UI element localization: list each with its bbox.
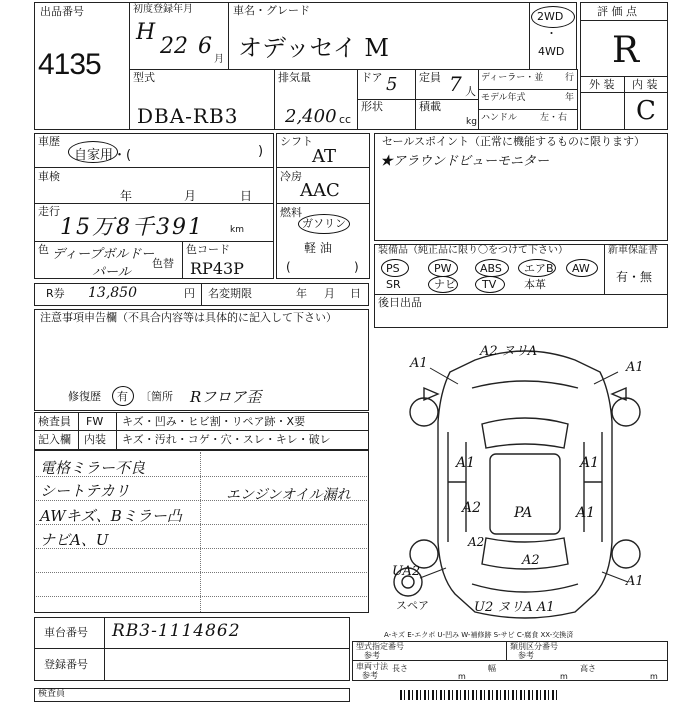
displacement-label: 排気量	[278, 71, 311, 84]
interior-items: キズ・汚れ・コゲ・穴・スレ・キレ・破レ	[122, 433, 331, 446]
fuel-paren-close: )	[354, 260, 359, 274]
equip-ps: PS	[386, 262, 400, 275]
size-height: 高さ	[580, 664, 596, 673]
spare-label: スペア	[396, 599, 429, 612]
doors-label: ドア	[361, 71, 383, 84]
equip-aw: AW	[572, 262, 590, 275]
repair-place-label: 〔箇所	[140, 390, 173, 403]
model-name-value: オデッセイ M	[238, 34, 390, 62]
equipment-label: 装備品（純正品に限り〇をつけて下さい）	[378, 245, 568, 256]
repair-place: Rフロア歪	[190, 388, 262, 406]
recycle-amount: 13,850	[88, 285, 137, 301]
size-height-m: m	[650, 672, 658, 681]
equipment-divider	[604, 244, 605, 295]
deadline-month: 月	[324, 287, 335, 300]
dealer-label: ディーラー・並	[481, 73, 544, 83]
first-reg-label: 初度登録年月	[133, 4, 193, 15]
equip-navi: ナビ	[434, 278, 456, 291]
model-year-label: モデル年式	[481, 93, 526, 103]
color-value-2: パール	[92, 265, 131, 280]
inspector-label: 検査員	[38, 415, 71, 428]
circle-navi	[428, 276, 458, 293]
fuel-diesel: 軽 油	[304, 241, 332, 255]
size-width-m: m	[560, 672, 568, 681]
lot-number: 4135	[38, 48, 101, 81]
fuel-label: 燃料	[280, 206, 302, 219]
shift-divider-1	[276, 167, 370, 168]
mark-spare: UA2	[392, 564, 421, 579]
fuel-paren-open: (	[286, 260, 291, 274]
color-divider	[182, 241, 183, 279]
model-name-label: 車名・グレード	[233, 4, 310, 17]
mark-roof-rear: A2	[522, 553, 540, 568]
history-label: 車歴	[38, 135, 60, 148]
fw-items: キズ・凹み・ヒビ割・リペア跡・X要	[122, 415, 306, 428]
shape-label: 形状	[361, 100, 383, 113]
circle-airbag	[518, 259, 556, 277]
equip-tv: TV	[482, 278, 497, 291]
ac-value: AAC	[300, 180, 340, 201]
recycle-label: R券	[46, 287, 65, 300]
equip-sr: SR	[386, 278, 401, 291]
drive-4wd: 4WD	[538, 45, 565, 58]
inspection-label: 車検	[38, 170, 60, 183]
model-code-value: DBA-RB3	[137, 104, 239, 128]
bottom-label: 検査員	[38, 689, 66, 699]
mark-left-door: A1	[456, 455, 476, 471]
color-value-1: ディープボルドー	[52, 247, 155, 262]
first-reg-year: 22	[160, 34, 188, 59]
warranty-value: 有・無	[616, 270, 653, 284]
color-change-label: 色替	[152, 257, 174, 270]
size-sub: 参考	[362, 671, 378, 680]
inspect-vdiv-1	[78, 412, 79, 450]
load-label: 積載	[419, 100, 441, 113]
rear-listing-label: 後日出品	[378, 296, 422, 309]
rating-label: 評 価 点	[597, 5, 637, 18]
mark-right-rear: A1	[576, 505, 596, 521]
circle-tv	[475, 276, 505, 293]
color-code-label: 色コード	[186, 243, 230, 256]
engine-note: エンジンオイル漏れ	[226, 487, 351, 503]
fw-label: FW	[86, 415, 104, 428]
damage-legend: A-キズ E-エクボ U-凹み W-補修跡 S-サビ C-腐食 XX-交換済	[384, 631, 574, 639]
deadline-day: 日	[350, 287, 361, 300]
history-value: 自家用・(	[74, 148, 132, 163]
doors-value: 5	[386, 74, 398, 95]
designation-vdiv	[506, 641, 507, 660]
mileage-unit: km	[230, 225, 244, 235]
color-label: 色	[38, 243, 49, 256]
mark-right-door: A1	[580, 455, 600, 471]
inspect-mid	[34, 430, 369, 431]
circle-aw	[566, 259, 598, 277]
chassis-value: RB3-1114862	[112, 621, 241, 641]
inspect-vdiv-2	[116, 412, 117, 450]
exterior-label: 外 装	[589, 78, 615, 91]
history-row-1	[34, 167, 274, 168]
mark-front-left: A1	[410, 356, 428, 371]
history-row-3	[34, 241, 274, 242]
note-line-text-2: シートテカリ	[40, 482, 130, 500]
capacity-value: 7	[449, 72, 462, 96]
rating-divider	[580, 20, 668, 21]
equip-abs: ABS	[480, 262, 502, 275]
class-sub: 参考	[518, 651, 534, 660]
first-reg-month-unit: 月	[214, 54, 224, 65]
inspection-day: 日	[240, 189, 253, 203]
mark-front-bumper: A2 ヌリA	[480, 344, 538, 359]
warranty-label: 新車保証書	[608, 245, 658, 256]
rating-value: R	[612, 30, 640, 71]
shift-label: シフト	[280, 135, 313, 148]
drive-dot: ・	[546, 27, 557, 40]
size-length: 長さ	[392, 664, 408, 673]
circle-abs	[475, 259, 509, 277]
size-length-m: m	[458, 672, 466, 681]
first-reg-month: 6	[198, 34, 212, 59]
equip-airbag: エアB	[524, 262, 554, 275]
shift-divider-2	[276, 203, 370, 204]
history-row-2	[34, 203, 274, 204]
dealer-divider-1	[478, 89, 578, 90]
color-code-value: RP43P	[190, 259, 244, 278]
repair-label: 修復歴	[68, 390, 101, 403]
repair-value: 有	[117, 390, 128, 403]
drive-2wd: 2WD	[537, 10, 564, 23]
history-close: )	[258, 144, 264, 159]
mark-left-rear: A2	[462, 500, 482, 516]
fuel-gas: ガソリン	[302, 217, 346, 230]
interior-row-label: 内装	[84, 433, 106, 446]
inspection-year: 年	[120, 189, 133, 203]
circle-ps	[381, 259, 409, 277]
rating-sub-vdivider	[624, 76, 625, 130]
size-label: 車両寸法	[356, 662, 388, 671]
model-code-label: 型式	[133, 71, 155, 84]
dealer-divider-2	[478, 109, 578, 110]
designation-mid	[352, 660, 668, 661]
inspection-month: 月	[184, 189, 197, 203]
size-width: 幅	[488, 664, 496, 673]
capacity-label: 定員	[419, 71, 441, 84]
deadline-label: 名変期限	[208, 287, 252, 300]
mark-rear-right: A1	[626, 574, 644, 589]
entry-label: 記入欄	[38, 433, 71, 446]
displacement-unit: cc	[339, 113, 352, 126]
designation-label: 型式指定番号	[356, 642, 404, 651]
note-line-text-3: AWキズ、Bミラー凸	[40, 507, 182, 525]
handle-label: ハンドル	[481, 113, 518, 123]
load-unit: kg	[466, 117, 477, 127]
class-label: 類別区分番号	[510, 642, 558, 651]
reg-label: 登録番号	[44, 658, 88, 671]
mileage-label: 走行	[38, 205, 60, 218]
interior-grade: C	[636, 96, 656, 126]
circle-pw	[428, 259, 458, 277]
shift-value: AT	[312, 146, 337, 167]
mileage-value: 15万8千391	[60, 215, 204, 240]
deadline-year: 年	[296, 287, 307, 300]
note-line-text-4: ナビA、U	[40, 531, 109, 549]
designation-sub: 参考	[364, 651, 380, 660]
equip-pw: PW	[434, 262, 452, 275]
notes-label: 注意事項申告欄（不具合内容等は具体的に記入して下さい）	[40, 311, 337, 324]
model-year-end: 年	[565, 93, 575, 103]
handle-options: 左・右	[540, 113, 568, 123]
recycle-yen: 円	[184, 287, 195, 300]
mark-front-right: A1	[626, 360, 644, 375]
barcode	[400, 690, 560, 700]
sales-point: ★アラウンドビューモニター	[380, 154, 550, 169]
lot-label: 出品番号	[40, 5, 84, 18]
mark-rear-bumper: U2 ヌリA A1	[474, 600, 555, 615]
displacement-value: 2,400	[285, 106, 337, 127]
ac-label: 冷房	[280, 170, 302, 183]
interior-label: 内 装	[632, 78, 658, 91]
first-reg-era: H	[136, 20, 156, 45]
equip-leather: 本革	[524, 278, 546, 291]
mark-rear-left-2: A2	[468, 535, 485, 549]
note-line-text-1: 電格ミラー不良	[40, 459, 146, 477]
capacity-unit: 人	[465, 85, 476, 98]
chassis-label: 車台番号	[44, 626, 88, 639]
mark-center: PA	[514, 505, 533, 521]
dealer-end: 行	[565, 73, 575, 83]
sales-label: セールスポイント（正常に機能するものに限ります）	[382, 135, 646, 148]
